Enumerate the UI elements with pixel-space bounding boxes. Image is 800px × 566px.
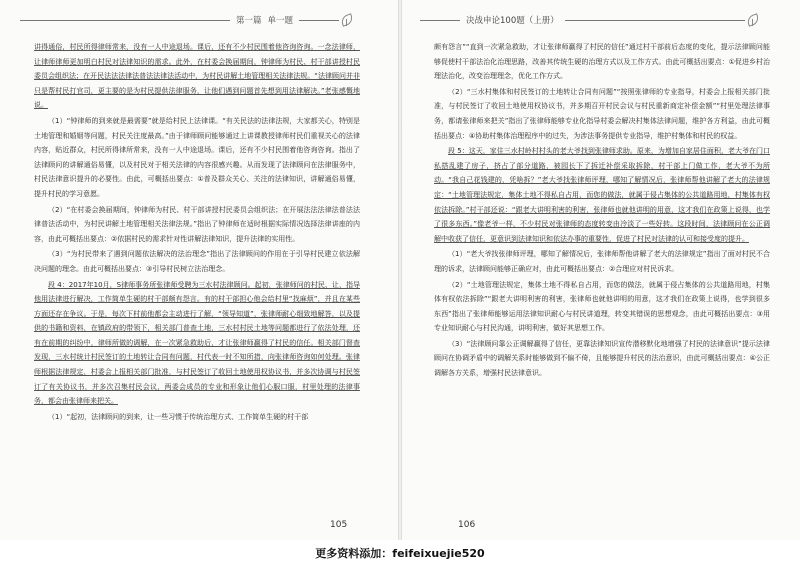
paragraph: 颇有怨言”“直到一次紧急救助，才让张律师赢得了村民的信任”通过村干部前后态度的变化，提示法律顾问能够促使村干部法治化治理思路，改善其传统生硬的治理方式以及工作方式。由此可概括出要点：①促进乡村治理法治化，改变治理理念，优化工作方式。 — [434, 43, 770, 81]
leaf-icon — [339, 14, 355, 26]
header-rule — [20, 20, 230, 21]
paragraph: （3）“为村民带来了遇到问题依法解决的法治理念”指出了法律顾问的作用在于引导村民建立依法解决问题的理念。由此可概括出要点：③引导村民树立法治理念。 — [34, 250, 360, 273]
page-number: 106 — [458, 520, 476, 530]
paragraph: 讲得通俗，村民所得律师常来，没有一人中途退场。课后，还有不少村民围着他咨询咨询。一念法律师，让律师律师更加明白村民对法律知识的需求。此外，在村委会换届期间，钟律师为村民、村干部讲授村民委员会组织法；在开民法法法律法普法法律法活动中，为村民讲解土地管理相关法律法规。“法律顾问并非只是帮村民打官司，更主要的是为村民提供法律服务，让他们遇到问题首先想到用法律解决。”老张感慨地说。 — [34, 43, 360, 110]
leaf-icon — [745, 14, 761, 26]
header-rule — [299, 20, 339, 21]
paragraph: （2）“三水村集体和村民签订的土地转让合同有问题”“按照张律师的专业指导，村委会上报相关部门批准，与村民签订了收回土地使用权协议书，并多期召开村民会议与村民重新商定补偿金额”“村里处理法律事务，都请张律师来把关”指出了张律师能够专业化指导村委会解决村集体法律问题，维护各方利益，由此可概括出要点：④协助村集体治理程序中的过失，为涉法事务提供专业指导，维护村集体和村民的权益。 — [434, 87, 770, 140]
book-gutter — [398, 0, 402, 540]
right-body — [434, 40, 770, 382]
header-book-title: 决战申论100题（上册） — [466, 16, 559, 26]
paragraph: （2）“在村委会换届期间，钟律师为村民、村干部讲授村民委员会组织法；在开展法法法律法普法法律普法活动中，为村民讲解土地管理相关法律法规。”指出了钟律师在适时根据实际情况选择法律讲座的内容，由此可概括出要点：②依据村民的需求针对性讲解法律知识，提升法律的实用性。 — [34, 205, 360, 243]
footer-caption: 更多资料添加：feifeixuejie520 — [0, 541, 800, 566]
header-chapter: 单一题 — [267, 16, 294, 26]
header-rule — [565, 20, 745, 21]
left-page — [0, 0, 400, 540]
right-page — [400, 0, 800, 540]
paragraph: 段 5：这天，家住三水村岭村村头的老大爷找到张律师求助。原来，为增加自家居住面积，老大爷在门口私搭乱建了房子，挤占了部分道路，被园长下了拆迁补偿采取拆除，村干部上门做工作，老大爷不为所动。“我自己花钱建的，凭啥拆？”老大爷找张律师评理，哪知了解情况后，张律师帮他讲解了老大的法律规定：“土地管理法规定，集体土地不得私自占用，而您的做法，就属于侵占集体的公共道路用地，村集体有权依法拆除。”村干部还说：“跟老大讲明利害的利害，张律师也就他讲明的用意，这才我们在政策上说得，也学了很多东西。”像老爷一样，不少村民对张律师的态度转变由冷淡了一些好转。这段时间，法律顾问在公正调解中收获了信任，更意识到法律知识和依法办事的重要性，促进了村民对法律的认可和接受度的提升。 — [434, 147, 770, 243]
paragraph: （1）“起初，法律顾问的到来，让一些习惯于传统治理方式、工作简单生硬的村干部 — [48, 412, 309, 421]
left-body — [34, 40, 360, 425]
paragraph: 段 4：2017年10月，S律师事务所张律师受聘为三水村法律顾问。起初，张律师问的村民、让，指导他用法律进行解决，工作简单生硬的村干部颇有怨言。有的村干部担心他会给村里“找麻烦”，并且在某些方面还存在争议。于是，每次下村前他都会主动进行了解，“领导知道”，张律师耐心细致地解答，以及提供的书籍和资料，在镇政府的带领下，相关部门普查土地，三水村村民土地等问题都进行了依法处理，还有在前期的纠纷中，律师所做的调解，在一次紧急救助后，才让张律师赢得了村民的信任。相关部门督查发现，三水村统计村民签订的土地转让合同有问题，村代表一时不知所措，向张律师咨询如何处理。张律师根据法律规定，村委会上报相关部门批准，与村民签订了收回土地使用权协议书，并多次协调与村民签订了有关协议书，并多次召集村民会议，两委会成员的专业和形象让他们心服口服，村里处理的法律事务，都会由张律师来把关。 — [34, 280, 360, 406]
page-number: 105 — [330, 520, 348, 530]
header-part: 第一篇 — [236, 16, 262, 26]
header-rule — [420, 20, 460, 21]
paragraph: （1）“钟律师的到来就是最需要”就是给村民上法律课。“有关民法的法律法规，大家都关心，特别是土地管理和婚姻等问题，村民关注度最高。”由于律师顾问能够通过上讲课教授律师村民们重视关心的法律内容，贴近群众，村民所得律所常来，没有一人中途退场。课后，还有不少村民围着他咨询咨询。指出了法律顾问的讲解通俗易懂，以及村民对于相关法律的内容很感兴趣。从而发现了法律顾问在法律服务中，村民法律意识提升的必要性。由此，可概括出要点：①普及群众关心、关注的法律知识，讲解通俗易懂，提升村民的学习意愿。 — [34, 116, 360, 198]
right-header — [420, 12, 780, 28]
left-header — [20, 12, 380, 28]
paragraph: （3）“法律顾问靠公正调解赢得了信任，更靠法律知识宣传潜移默化地增强了村民的法律意识”提示法律顾问在协调矛盾中的调解关系时能够做到不偏不倚，且能够提升村民的法治意识，由此可概括出要点：④公正调解各方关系，增强村民法律意识。 — [434, 339, 770, 378]
paragraph: （1）“老大爷找张律师评理，哪知了解情况后，张律师帮他讲解了老大的法律规定”指出了面对村民不合理的诉求，法律顾问能够正确应对，由此可概括出要点：②合理应对村民诉求。 — [434, 250, 770, 273]
paragraph: （2）“土地管理法规定，集体土地不得私自占用，而您的做法，就属于侵占集体的公共道路用地，村集体有权依法拆除”“跟老大讲明利害的利害，张律师也就他讲明的用意，这才我们在政策上说得，也学到很多东西”指出了张律师能够运用法律知识耐心与村民讲道理，转变其错误的思想观念，由此可概括出要点：③用专业知识耐心与村民沟通，讲明利害，做好其思想工作。 — [434, 280, 770, 333]
